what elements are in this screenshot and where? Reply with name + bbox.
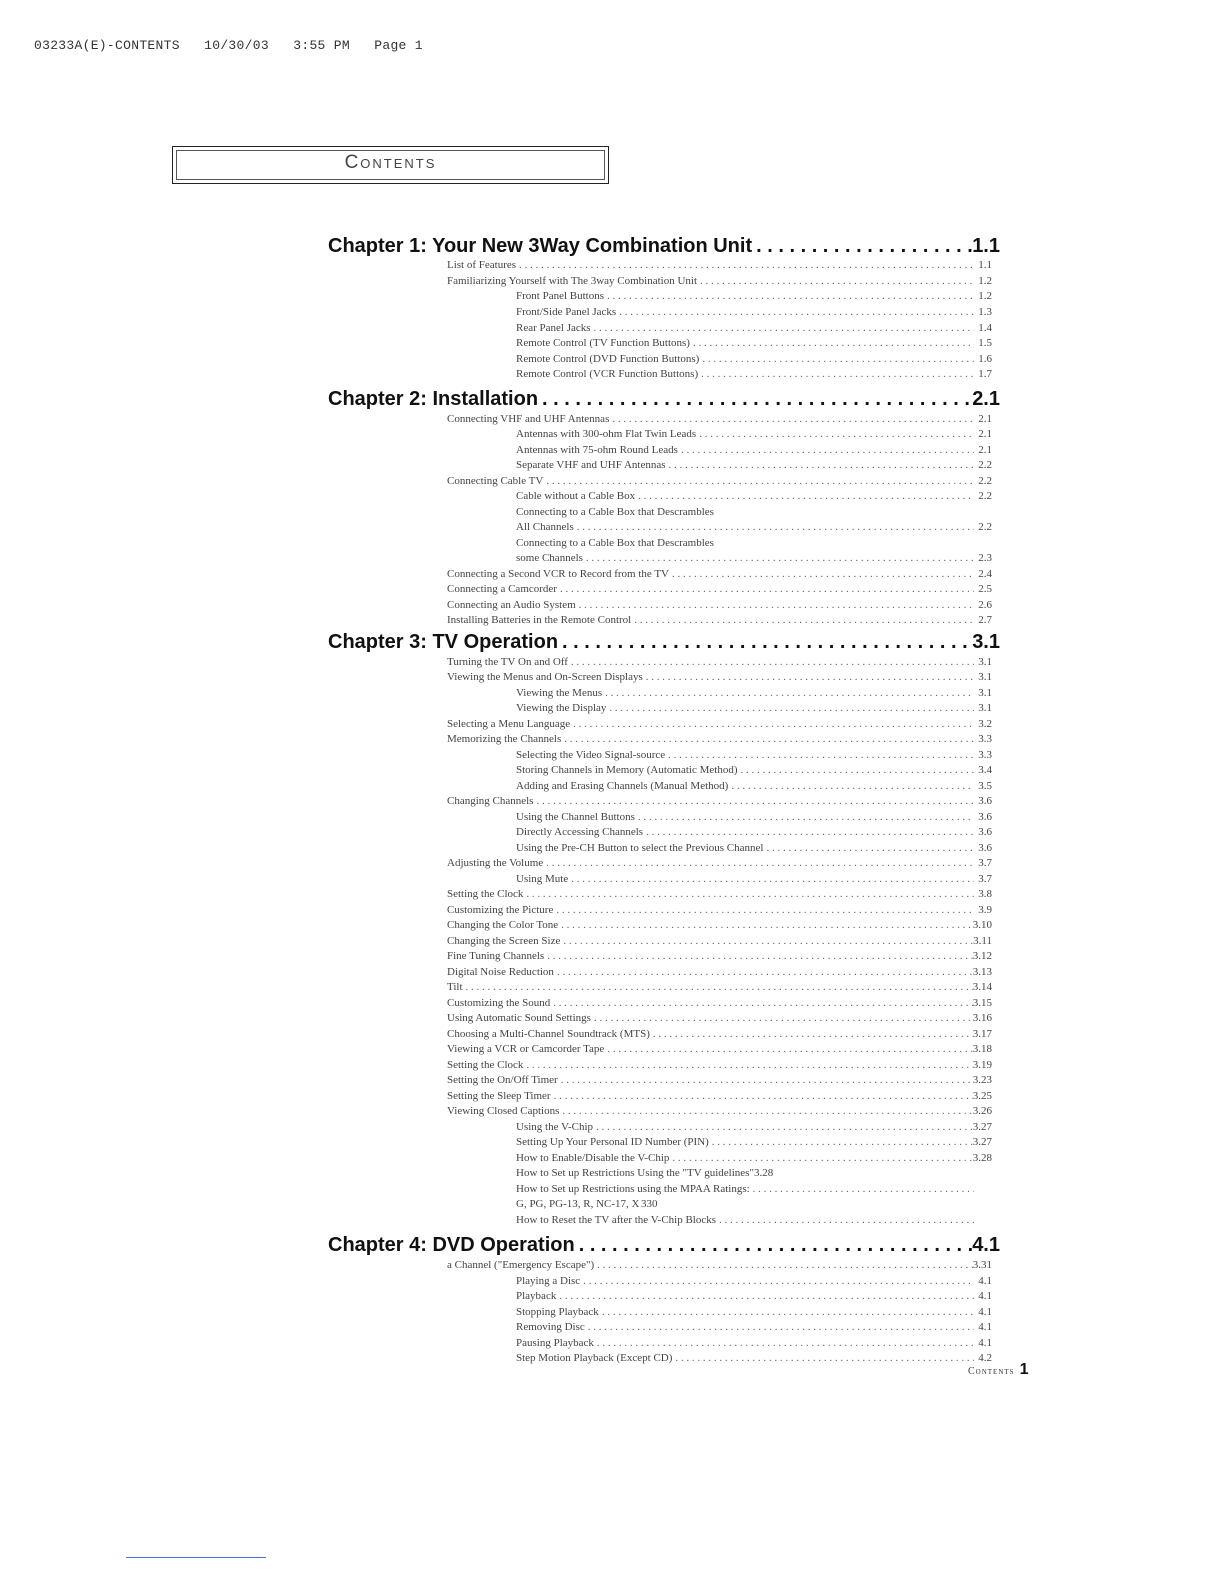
toc-entry[interactable]	[516, 1352, 992, 1366]
toc-entry[interactable]	[516, 1214, 992, 1228]
toc-entry[interactable]	[447, 1259, 992, 1273]
chapter-heading[interactable]	[328, 235, 1000, 261]
entry-page: 3.13	[972, 966, 992, 978]
entry-title: How to Set up Restrictions Using the "TV guidelines"	[516, 1167, 754, 1179]
toc-entry[interactable]	[516, 322, 992, 336]
entry-title: Directly Accessing Channels	[516, 826, 644, 838]
dot-leader	[585, 1321, 974, 1333]
entry-title: Setting the Clock	[447, 1059, 524, 1071]
dot-leader	[594, 1259, 973, 1271]
entry-page: 2.1	[978, 413, 992, 425]
toc-entry[interactable]	[447, 966, 992, 980]
entry-page: 3.28	[972, 1152, 992, 1164]
dot-leader	[523, 1059, 972, 1071]
toc-entry[interactable]	[516, 537, 992, 551]
entry-title: Front Panel Buttons	[516, 290, 605, 302]
entry-title: List of Features	[447, 259, 517, 271]
entry-title: Fine Tuning Channels	[447, 950, 545, 962]
dot-leader	[650, 1028, 973, 1040]
dot-leader	[543, 475, 974, 487]
entry-title: Separate VHF and UHF Antennas	[516, 459, 666, 471]
entry-page: 2.2	[978, 490, 992, 502]
entry-page: 3.23	[972, 1074, 992, 1086]
toc-entry[interactable]	[516, 1167, 992, 1181]
entry-page: 1.1	[978, 259, 992, 271]
entry-title: Setting the On/Off Timer	[447, 1074, 558, 1086]
entry-page: 3.10	[972, 919, 992, 931]
dot-leader	[738, 764, 975, 776]
entry-title: Step Motion Playback (Except CD)	[516, 1352, 673, 1364]
dot-leader	[672, 1352, 974, 1364]
entry-title: Selecting the Video Signal-source	[516, 749, 666, 761]
dot-leader	[616, 306, 974, 318]
entry-page: 3.6	[978, 842, 992, 854]
entry-title: Adding and Erasing Channels (Manual Method)	[516, 780, 729, 792]
entry-title: Antennas with 75-ohm Round Leads	[516, 444, 678, 456]
entry-title: How to Enable/Disable the V-Chip	[516, 1152, 670, 1164]
dot-leader	[606, 702, 974, 714]
dot-leader	[568, 656, 974, 668]
toc-entry[interactable]	[447, 981, 992, 995]
dot-leader	[558, 1074, 973, 1086]
toc-entry[interactable]	[447, 614, 992, 628]
dot-leader	[523, 888, 974, 900]
entry-page: 1.3	[978, 306, 992, 318]
entry-page: 3.16	[972, 1012, 992, 1024]
entry-page: 3.1	[978, 671, 992, 683]
footer-label: Contents	[968, 1366, 1015, 1377]
entry-title: Selecting a Menu Language	[447, 718, 571, 730]
dot-leader	[538, 388, 972, 411]
entry-page: 4.1	[978, 1306, 992, 1318]
entry-page: 3.31	[972, 1259, 992, 1271]
entry-page: 1.6	[978, 353, 992, 365]
entry-page: 3.7	[978, 857, 992, 869]
dot-leader	[699, 353, 974, 365]
entry-title: Changing the Color Tone	[447, 919, 559, 931]
entry-title: Using the Channel Buttons	[516, 811, 635, 823]
dot-leader	[643, 826, 974, 838]
chapter-page: 4.1	[972, 1234, 1000, 1256]
toc-entry[interactable]	[516, 780, 992, 794]
dot-leader	[560, 935, 973, 947]
entry-title: Playing a Disc	[516, 1275, 581, 1287]
toc-entry[interactable]	[447, 583, 992, 597]
toc-entry[interactable]	[516, 764, 992, 778]
entry-page: 4.1	[978, 1337, 992, 1349]
dot-leader	[544, 950, 973, 962]
dot-leader	[554, 966, 973, 978]
entry-title: G, PG, PG-13, R, NC-17, X	[516, 1198, 640, 1210]
entry-title: Customizing the Picture	[447, 904, 554, 916]
dot-leader	[666, 459, 975, 471]
dot-leader	[690, 337, 974, 349]
toc-entry[interactable]	[447, 275, 992, 289]
entry-title: Viewing the Display	[516, 702, 607, 714]
contents-title: Contents	[344, 152, 437, 173]
toc-entry[interactable]	[516, 290, 992, 304]
toc-entry[interactable]	[516, 1321, 992, 1335]
entry-title: Connecting a Second VCR to Record from the TV	[447, 568, 670, 580]
entry-page: 3.1	[978, 702, 992, 714]
entry-title: Using the Pre-CH Button to select the Previous Channel	[516, 842, 764, 854]
toc-entry[interactable]	[516, 306, 992, 320]
chapter-heading[interactable]	[328, 1234, 1000, 1260]
dot-leader	[576, 599, 974, 611]
dot-leader	[574, 521, 974, 533]
entry-title: Using the V-Chip	[516, 1121, 594, 1133]
toc-entry[interactable]	[516, 521, 992, 535]
entry-page: 3.7	[978, 873, 992, 885]
entry-title: some Channels	[516, 552, 583, 564]
toc-entry[interactable]	[447, 950, 992, 964]
entry-page: 3.18	[972, 1043, 992, 1055]
toc-entry[interactable]	[516, 337, 992, 351]
entry-page: 2.6	[978, 599, 992, 611]
entry-page: 2.1	[978, 428, 992, 440]
entry-page: 3.3	[978, 733, 992, 745]
toc-entry[interactable]	[516, 1121, 992, 1135]
toc-entry[interactable]	[447, 475, 992, 489]
entry-title: Cable without a Cable Box	[516, 490, 636, 502]
dot-leader	[463, 981, 973, 993]
entry-page: 4.1	[978, 1275, 992, 1287]
entry-page: 3.9	[978, 904, 992, 916]
toc-entry[interactable]	[447, 1028, 992, 1042]
dot-leader	[550, 997, 972, 1009]
dot-leader	[557, 583, 974, 595]
toc-entry[interactable]	[516, 368, 992, 382]
dot-leader	[631, 614, 974, 626]
toc-entry[interactable]	[447, 1059, 992, 1073]
entry-title: Remote Control (TV Function Buttons)	[516, 337, 690, 349]
entry-page: 3.27	[972, 1136, 992, 1148]
dot-leader	[556, 1290, 974, 1302]
entry-page: 1.4	[978, 322, 992, 334]
chapter-page: 1.1	[972, 235, 1000, 257]
dot-leader	[752, 235, 972, 258]
entry-page: 3.19	[972, 1059, 992, 1071]
entry-page: 3.12	[972, 950, 992, 962]
entry-title: How to Reset the TV after the V-Chip Blocks	[516, 1214, 717, 1226]
dot-leader	[635, 490, 974, 502]
dot-leader	[533, 795, 974, 807]
toc-entry[interactable]	[447, 997, 992, 1011]
entry-page: 1.7	[978, 368, 992, 380]
entry-page: 3.6	[978, 826, 992, 838]
toc-entry[interactable]	[447, 599, 992, 613]
entry-title: Remote Control (DVD Function Buttons)	[516, 353, 700, 365]
entry-page: 2.7	[978, 614, 992, 626]
entry-title: Adjusting the Volume	[447, 857, 544, 869]
dot-leader	[698, 368, 974, 380]
entry-page: 330	[640, 1198, 658, 1210]
toc-entry[interactable]	[447, 904, 992, 918]
entry-page: 2.1	[978, 444, 992, 456]
toc-entry[interactable]	[516, 826, 992, 840]
toc-entry[interactable]	[447, 656, 992, 670]
entry-page: 3.1	[978, 656, 992, 668]
entry-title: All Channels	[516, 521, 574, 533]
entry-page: 3.8	[978, 888, 992, 900]
dot-leader	[709, 1136, 973, 1148]
entry-title: Setting the Sleep Timer	[447, 1090, 551, 1102]
toc-entry[interactable]	[516, 1136, 992, 1150]
dot-leader	[599, 1306, 974, 1318]
dot-leader	[750, 1183, 974, 1195]
dot-leader	[604, 1043, 972, 1055]
toc-entry[interactable]	[516, 1290, 992, 1304]
entry-title: Connecting to a Cable Box that Descrambles	[516, 506, 714, 518]
entry-title: Changing the Screen Size	[447, 935, 561, 947]
entry-title: Setting Up Your Personal ID Number (PIN)	[516, 1136, 709, 1148]
entry-page: 3.6	[978, 795, 992, 807]
entry-title: How to Set up Restrictions using the MPAA Ratings:	[516, 1183, 750, 1195]
entry-page: 3.6	[978, 811, 992, 823]
toc-entry[interactable]	[516, 506, 992, 520]
toc-entry[interactable]	[447, 1074, 992, 1088]
toc-entry[interactable]	[516, 1183, 992, 1197]
entry-title: Playback	[516, 1290, 557, 1302]
dot-leader	[643, 671, 974, 683]
entry-title: Removing Disc	[516, 1321, 585, 1333]
dot-leader	[665, 749, 974, 761]
entry-page: 1.5	[978, 337, 992, 349]
chapter-page: 2.1	[972, 388, 1000, 410]
entry-title: Customizing the Sound	[447, 997, 551, 1009]
entry-page: 4.2	[978, 1352, 992, 1364]
entry-page: 4.1	[978, 1321, 992, 1333]
dot-leader	[763, 842, 974, 854]
entry-page: 3.1	[978, 687, 992, 699]
dot-leader	[594, 1337, 974, 1349]
entry-page: 3.27	[972, 1121, 992, 1133]
dot-leader	[580, 1275, 974, 1287]
entry-page: 3.14	[972, 981, 992, 993]
page-footer	[968, 1361, 1028, 1379]
entry-page: 2.3	[978, 552, 992, 564]
entry-title: Memorizing the Channels	[447, 733, 562, 745]
dot-leader	[728, 780, 974, 792]
dot-leader	[696, 428, 974, 440]
toc-entry[interactable]	[447, 1105, 992, 1119]
toc-entry[interactable]	[447, 718, 992, 732]
dot-leader	[583, 552, 974, 564]
dot-leader	[570, 718, 974, 730]
entry-title: Viewing the Menus and On-Screen Displays	[447, 671, 643, 683]
dot-leader	[716, 1214, 974, 1226]
entry-page: 3.11	[973, 935, 992, 947]
toc-entry[interactable]	[516, 490, 992, 504]
toc-entry[interactable]	[516, 444, 992, 458]
entry-page: 3.2	[978, 718, 992, 730]
entry-page: 1.2	[978, 290, 992, 302]
toc-entry[interactable]	[516, 873, 992, 887]
entry-title: Front/Side Panel Jacks	[516, 306, 617, 318]
entry-page: 2.2	[978, 475, 992, 487]
dot-leader	[559, 1105, 972, 1117]
chapter-page: 3.1	[972, 631, 1000, 653]
entry-page: 3.25	[972, 1090, 992, 1102]
entry-title: Remote Control (VCR Function Buttons)	[516, 368, 699, 380]
chapter-heading[interactable]	[328, 388, 1000, 414]
chapter-heading[interactable]	[328, 631, 1000, 657]
entry-page: 3.15	[972, 997, 992, 1009]
entry-title: Rear Panel Jacks	[516, 322, 591, 334]
toc-entry[interactable]	[447, 795, 992, 809]
print-slug: 03233A(E)-CONTENTS 10/30/03 3:55 PM Page 1	[34, 38, 423, 53]
dot-leader	[561, 733, 974, 745]
toc-entry[interactable]	[447, 935, 992, 949]
dot-leader	[591, 322, 974, 334]
entry-title: Antennas with 300-ohm Flat Twin Leads	[516, 428, 697, 440]
entry-title: Viewing Closed Captions	[447, 1105, 560, 1117]
dot-leader	[558, 631, 972, 654]
entry-page: 3.28	[753, 1167, 774, 1179]
dot-leader	[558, 919, 973, 931]
toc-entry[interactable]	[516, 1337, 992, 1351]
entry-title: Connecting to a Cable Box that Descrambles	[516, 537, 714, 549]
entry-page: 3.5	[978, 780, 992, 792]
entry-title: Familiarizing Yourself with The 3way Combination Unit	[447, 275, 698, 287]
toc-entry[interactable]	[447, 919, 992, 933]
toc-entry[interactable]	[516, 1152, 992, 1166]
entry-title: Connecting a Camcorder	[447, 583, 557, 595]
toc-entry[interactable]	[516, 459, 992, 473]
chapter-title: Chapter 2: Installation	[328, 388, 539, 410]
dot-leader	[678, 444, 974, 456]
toc-entry[interactable]	[447, 259, 992, 273]
dot-leader	[602, 687, 974, 699]
chapter-title: Chapter 1: Your New 3Way Combination Unit	[328, 235, 753, 257]
toc-entry[interactable]	[516, 842, 992, 856]
toc-entry[interactable]	[447, 568, 992, 582]
dot-leader	[516, 259, 974, 271]
dot-leader	[604, 290, 974, 302]
dot-leader	[609, 413, 974, 425]
entry-page: 3.17	[972, 1028, 992, 1040]
entry-title: Storing Channels in Memory (Automatic Method)	[516, 764, 738, 776]
toc-entry[interactable]	[447, 733, 992, 747]
dot-leader	[575, 1234, 972, 1257]
entry-page: 3.26	[972, 1105, 992, 1117]
toc-entry[interactable]	[447, 1090, 992, 1104]
entry-title: Viewing the Menus	[516, 687, 603, 699]
entry-title: Choosing a Multi-Channel Soundtrack (MTS)	[447, 1028, 650, 1040]
entry-page: 4.1	[978, 1290, 992, 1302]
dot-leader	[591, 1012, 973, 1024]
entry-title: Stopping Playback	[516, 1306, 599, 1318]
toc-entry[interactable]	[447, 413, 992, 427]
dot-leader	[553, 904, 974, 916]
dot-leader	[697, 275, 974, 287]
bottom-rule	[126, 1557, 266, 1558]
toc-entry[interactable]	[516, 749, 992, 763]
entry-page: 3.4	[978, 764, 992, 776]
toc-entry[interactable]	[516, 687, 992, 701]
chapter-title: Chapter 4: DVD Operation	[328, 1234, 575, 1256]
entry-title: Viewing a VCR or Camcorder Tape	[447, 1043, 605, 1055]
toc-entry[interactable]	[447, 888, 992, 902]
entry-title: Connecting VHF and UHF Antennas	[447, 413, 610, 425]
entry-title: Turning the TV On and Off	[447, 656, 568, 668]
entry-page: 2.4	[978, 568, 992, 580]
dot-leader	[568, 873, 974, 885]
toc-entry[interactable]	[516, 1306, 992, 1320]
toc-entry[interactable]	[447, 857, 992, 871]
toc-entry[interactable]	[516, 1198, 992, 1212]
dot-leader	[551, 1090, 973, 1102]
dot-leader	[593, 1121, 973, 1133]
toc-entry[interactable]	[447, 1043, 992, 1057]
toc-entry[interactable]	[516, 428, 992, 442]
dot-leader	[669, 568, 974, 580]
entry-title: Setting the Clock	[447, 888, 524, 900]
entry-page: 2.2	[978, 521, 992, 533]
entry-title: Using Automatic Sound Settings	[447, 1012, 591, 1024]
toc-entry[interactable]	[516, 353, 992, 367]
entry-title: a Channel ("Emergency Escape")	[447, 1259, 595, 1271]
entry-title: Pausing Playback	[516, 1337, 594, 1349]
entry-title: Digital Noise Reduction	[447, 966, 554, 978]
footer-page-number: 1	[1019, 1361, 1029, 1378]
dot-leader	[543, 857, 974, 869]
entry-page: 2.2	[978, 459, 992, 471]
entry-page: 2.5	[978, 583, 992, 595]
entry-title: Using Mute	[516, 873, 569, 885]
toc-entry[interactable]	[447, 1012, 992, 1026]
entry-title: Changing Channels	[447, 795, 534, 807]
toc-entry[interactable]	[516, 1275, 992, 1289]
entry-title: Tilt	[447, 981, 463, 993]
entry-title: Connecting Cable TV	[447, 475, 544, 487]
entry-page: 1.2	[978, 275, 992, 287]
entry-title: Installing Batteries in the Remote Control	[447, 614, 632, 626]
toc-entry[interactable]	[516, 811, 992, 825]
chapter-title: Chapter 3: TV Operation	[328, 631, 559, 653]
toc-entry[interactable]	[516, 552, 992, 566]
entry-page: 3.3	[978, 749, 992, 761]
entry-title: Connecting an Audio System	[447, 599, 576, 611]
toc-entry[interactable]	[447, 671, 992, 685]
dot-leader	[669, 1152, 972, 1164]
toc-entry[interactable]	[516, 702, 992, 716]
dot-leader	[635, 811, 974, 823]
